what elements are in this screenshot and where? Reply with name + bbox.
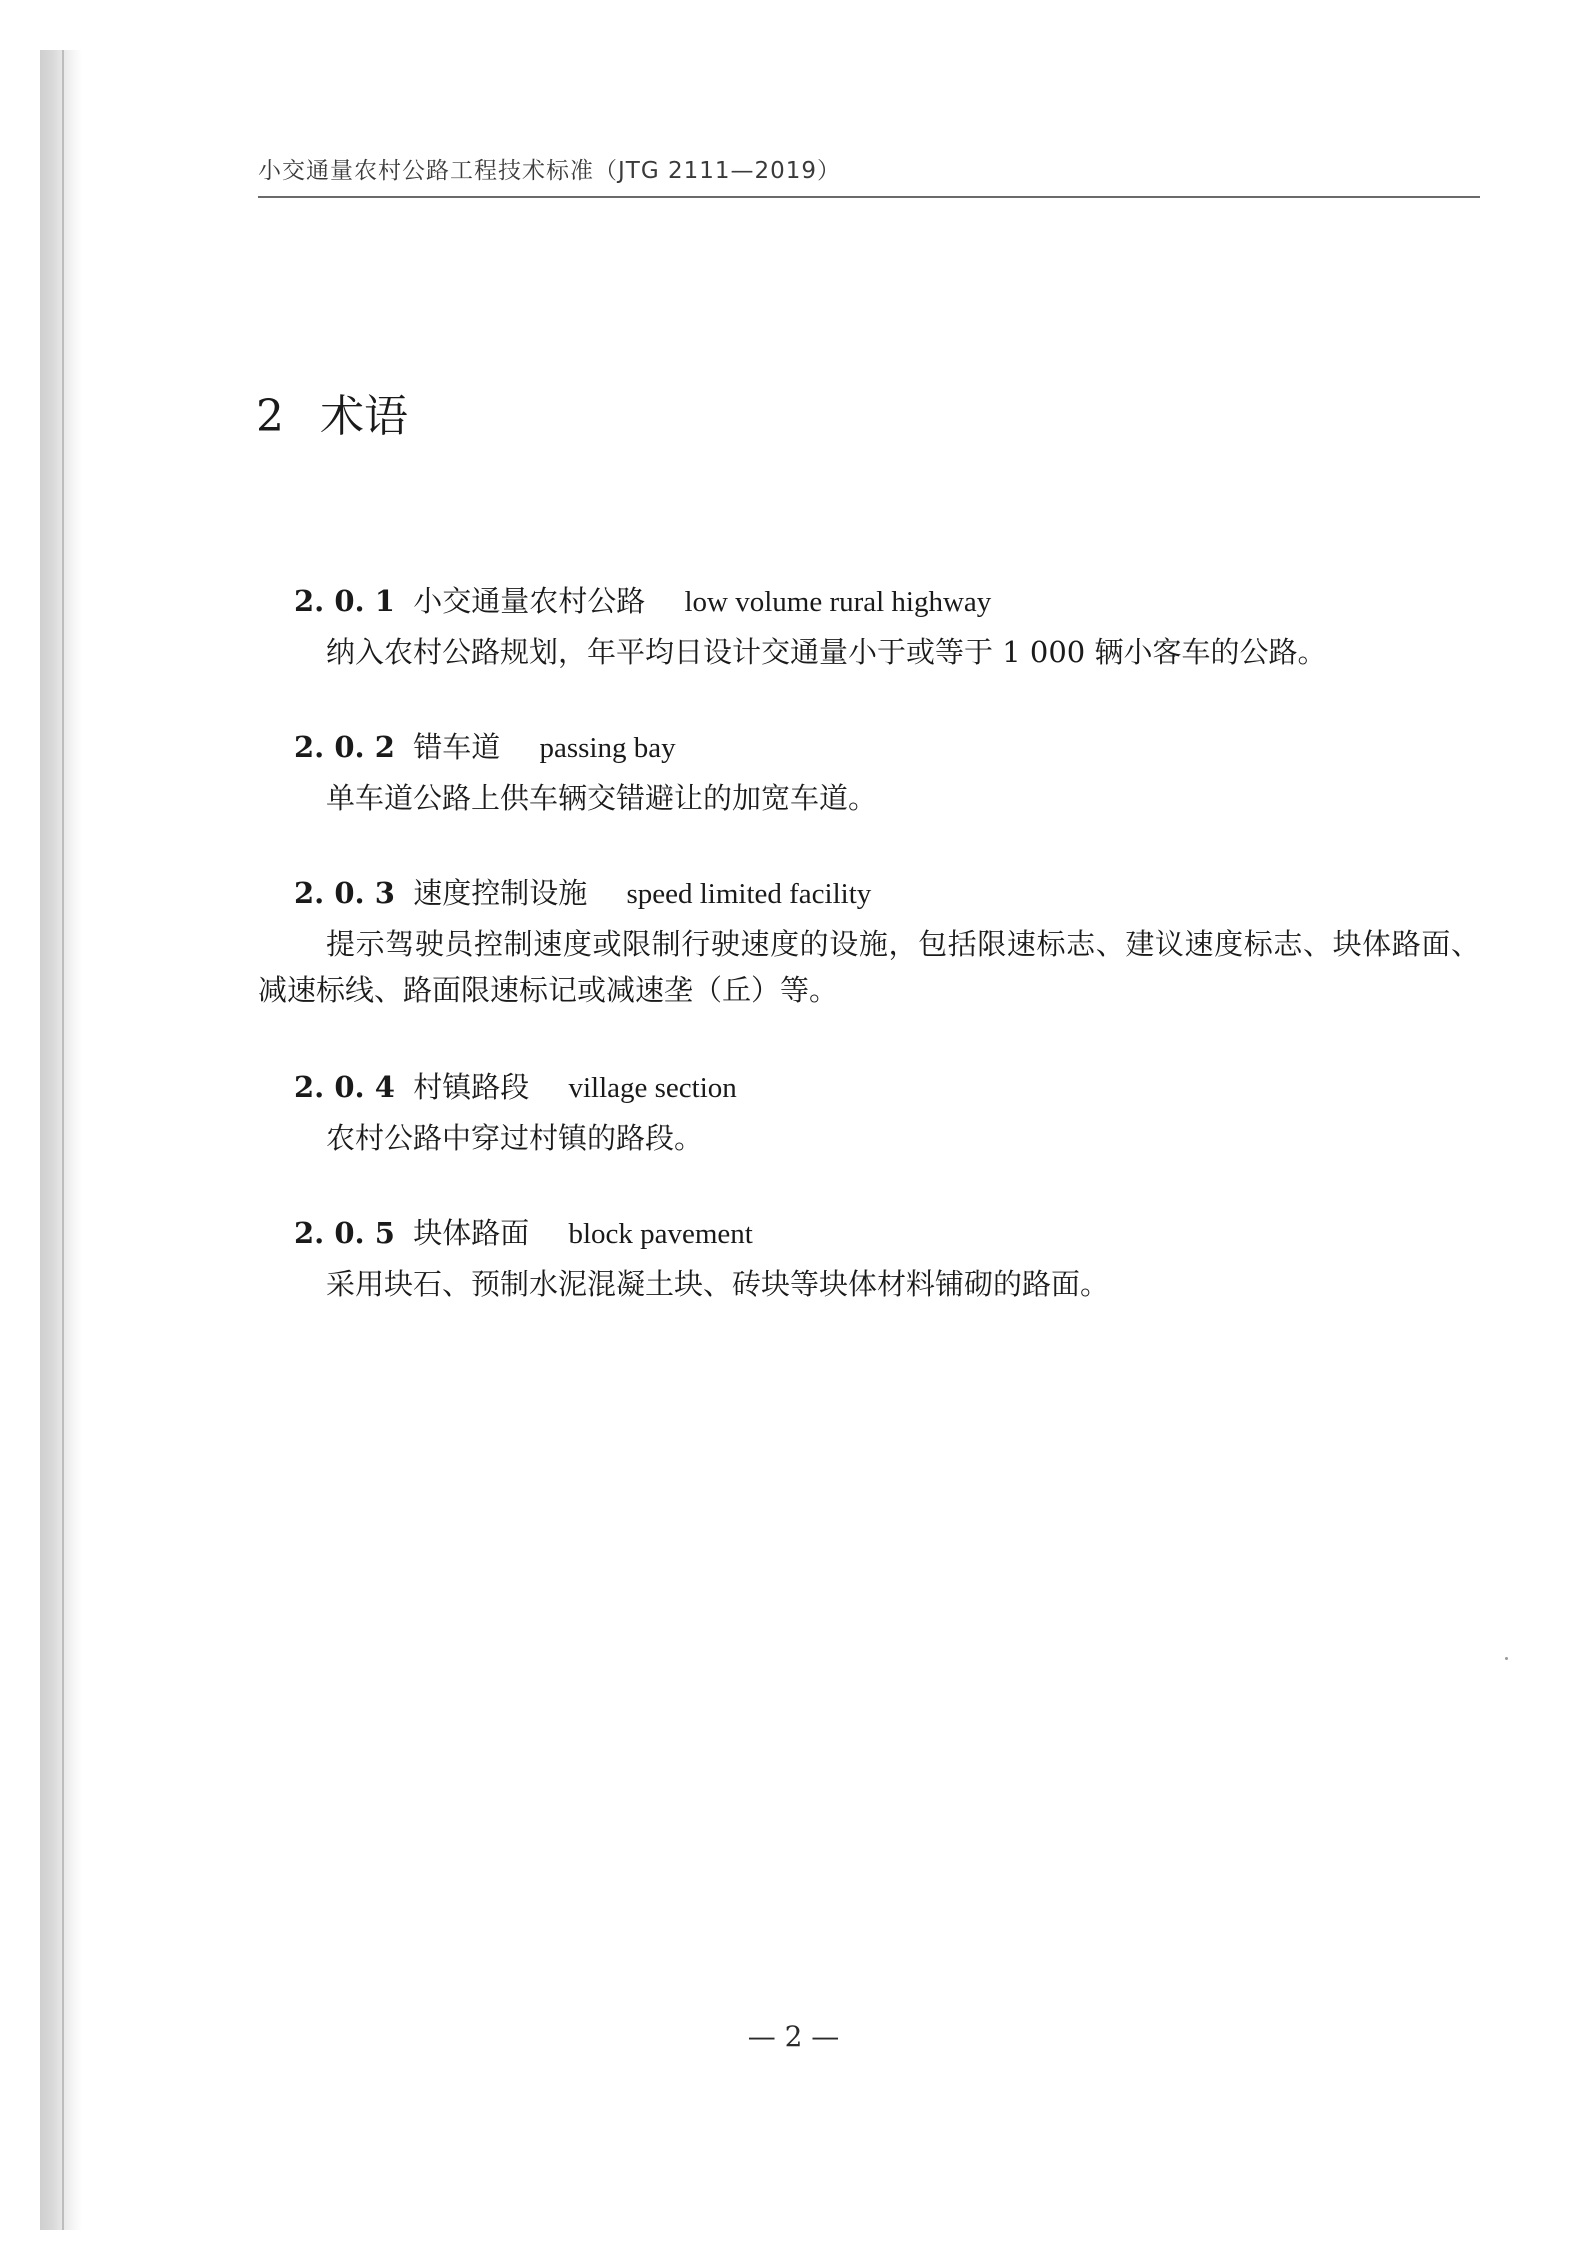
scan-speck xyxy=(1505,1657,1508,1660)
term-definition: 提示驾驶员控制速度或限制行驶速度的设施，包括限速标志、建议速度标志、块体路面、减速标线、路面限速标记或减速垄（丘）等。 xyxy=(258,927,1480,1007)
term-definition: 单车道公路上供车辆交错避让的加宽车道。 xyxy=(326,781,878,815)
binding-line xyxy=(62,50,64,2230)
term-2-0-4 xyxy=(258,1064,1480,1161)
chapter-number: 2 xyxy=(256,391,284,442)
chapter-name: 术语 xyxy=(320,391,408,442)
running-header: 小交通量农村公路工程技术标准（JTG 2111—2019） xyxy=(258,158,842,184)
term-heading xyxy=(258,1064,1480,1111)
term-2-0-5 xyxy=(258,1210,1480,1307)
header-rule xyxy=(258,196,1480,198)
term-2-0-2 xyxy=(258,724,1480,821)
page-number: — 2 — xyxy=(747,2020,840,2053)
term-english: passing bay xyxy=(539,732,676,764)
term-chinese: 村镇路段 xyxy=(413,1070,530,1104)
term-definition: 纳入农村公路规划，年平均日设计交通量小于或等于 1 000 辆小客车的公路。 xyxy=(326,635,1327,669)
term-chinese: 错车道 xyxy=(413,730,501,764)
term-number: 2. 0. 3 xyxy=(294,876,395,910)
term-heading xyxy=(258,724,1480,771)
chapter-title xyxy=(256,380,408,444)
term-english: village section xyxy=(568,1072,737,1104)
term-chinese: 速度控制设施 xyxy=(413,876,588,910)
term-definition: 采用块石、预制水泥混凝土块、砖块等块体材料铺砌的路面。 xyxy=(326,1267,1110,1301)
term-number: 2. 0. 2 xyxy=(294,730,395,764)
term-number: 2. 0. 5 xyxy=(294,1216,395,1250)
term-number: 2. 0. 1 xyxy=(294,584,395,618)
term-english: speed limited facility xyxy=(626,878,872,910)
term-number: 2. 0. 4 xyxy=(294,1070,395,1104)
term-2-0-1 xyxy=(258,578,1480,675)
term-2-0-3 xyxy=(258,870,1480,1013)
term-definition: 农村公路中穿过村镇的路段。 xyxy=(326,1121,704,1155)
term-heading xyxy=(258,578,1480,625)
term-heading xyxy=(258,870,1480,917)
term-chinese: 块体路面 xyxy=(413,1216,530,1250)
term-english: block pavement xyxy=(568,1218,753,1250)
term-heading xyxy=(258,1210,1480,1257)
term-english: low volume rural highway xyxy=(684,586,992,618)
term-chinese: 小交通量农村公路 xyxy=(413,584,646,618)
binding-shadow xyxy=(40,50,82,2230)
